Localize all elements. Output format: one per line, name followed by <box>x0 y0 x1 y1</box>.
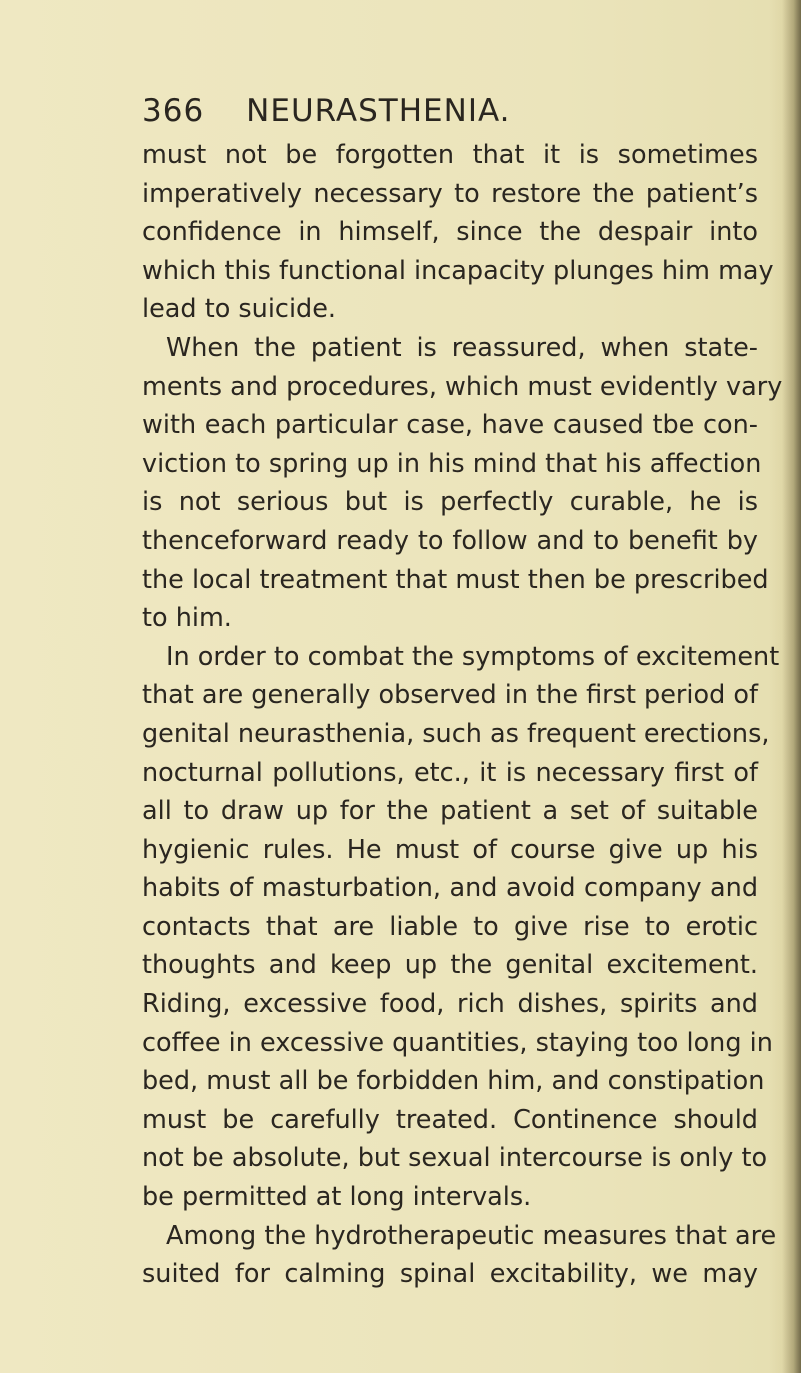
running-head <box>142 89 622 133</box>
text-line: genital neurasthenia, such as frequent erections, <box>142 718 770 749</box>
text-line: Riding, excessive food, rich dishes, spirits and <box>142 989 758 1020</box>
text-line: be permitted at long intervals. <box>142 1182 532 1213</box>
text-line: must not be forgotten that it is sometimes <box>142 140 758 170</box>
text-line: In order to combat the symptoms of excitement <box>166 641 780 672</box>
text-line: with each particular case, have caused tbe con- <box>142 410 758 441</box>
text-line: Among the hydrotherapeutic measures that are <box>166 1220 777 1251</box>
text-line: nocturnal pollutions, etc., it is necessary first of <box>142 757 758 788</box>
page-edge-shadow <box>782 0 801 1373</box>
text-line: is not serious but is perfectly curable, he is <box>142 487 758 518</box>
text-line: confidence in himself, since the despair into <box>142 217 758 248</box>
text-line: hygienic rules. He must of course give up his <box>142 834 758 865</box>
text-line: habits of masturbation, and avoid company and <box>142 873 758 904</box>
text-line: ments and procedures, which must evidently vary <box>142 371 783 402</box>
text-line: bed, must all be forbidden him, and constipation <box>142 1066 765 1097</box>
text-line: to him. <box>142 603 232 634</box>
text-line: all to draw up for the patient a set of suitable <box>142 796 758 827</box>
text-line: viction to spring up in his mind that his affection <box>142 448 762 479</box>
text-line: must be carefully treated. Continence should <box>142 1104 758 1135</box>
text-line: When the patient is reassured, when state- <box>166 332 758 363</box>
text-line: contacts that are liable to give rise to erotic <box>142 911 758 942</box>
text-line: coffee in excessive quantities, staying too long in <box>142 1027 773 1058</box>
text-line: the local treatment that must then be prescribed <box>142 564 769 595</box>
text-line: that are generally observed in the first period of <box>142 680 758 711</box>
text-line: imperatively necessary to restore the patient’s <box>142 178 758 209</box>
text-line: thoughts and keep up the genital excitement. <box>142 950 758 981</box>
running-title: NEURASTHENIA. <box>246 93 511 129</box>
body-text <box>142 136 783 1294</box>
page-number: 366 <box>142 93 205 129</box>
text-line: which this functional incapacity plunges him may <box>142 255 774 286</box>
text-line: not be absolute, but sexual intercourse is only to <box>142 1143 768 1174</box>
text-line: thenceforward ready to follow and to benefit by <box>142 525 758 556</box>
text-line: lead to suicide. <box>142 294 337 325</box>
text-line: suited for calming spinal excitability, we may <box>142 1259 758 1290</box>
